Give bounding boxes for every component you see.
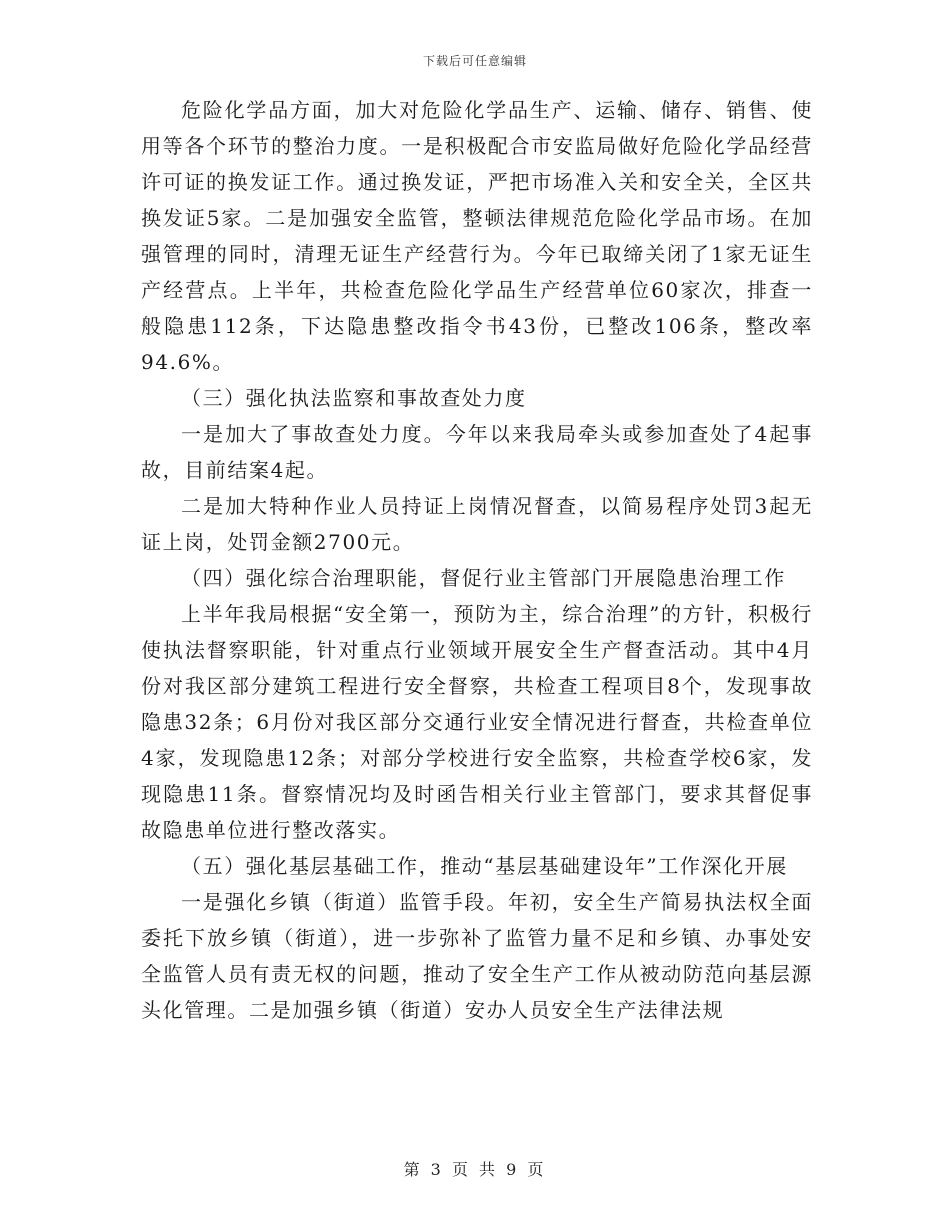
section-heading-3: （三）强化执法监察和事故查处力度 (181, 386, 527, 410)
section-heading-5: （五）强化基层基础工作，推动“基层基础建设年”工作深化开展 (181, 854, 788, 878)
paragraph-special-operations: 二是加大特种作业人员持证上岗情况督查，以简易程序处罚3起无证上岗，处罚金额2700元。 (141, 494, 813, 554)
document-body (141, 92, 813, 1028)
page-header: 下载后可任意编辑 (422, 54, 527, 68)
paragraph-hazardous-chemicals: 危险化学品方面，加大对危险化学品生产、运输、储存、销售、使用等各个环节的整治力度。一是积极配合市安监局做好危险化学品经营许可证的换发证工作。通过换发证，严把市场准入关和安全关，全区共换发证5家。二是加强安全监管，整顿法律规范危险化学品市场。在加强管理的同时，清理无证生产经营行为。今年已取缔关闭了1家无证生产经营点。上半年，共检查危险化学品生产经营单位60家次，排查一般隐患112条，下达隐患整改指令书43份，已整改106条，整改率94.6%。 (141, 98, 813, 374)
paragraph-accident-investigation: 一是加大了事故查处力度。今年以来我局牵头或参加查处了4起事故，目前结案4起。 (141, 422, 813, 482)
paragraph-grassroots-work: 一是强化乡镇（街道）监管手段。年初，安全生产简易执法权全面委托下放乡镇（街道），进一步弥补了监管力量不足和乡镇、办事处安全监管人员有责无权的问题，推动了安全生产工作从被动防范向基层源头化管理。二是加强乡镇（街道）安办人员安全生产法律法规 (141, 890, 813, 1022)
page-number-footer: 第 3 页 共 9 页 (403, 1160, 547, 1179)
paragraph-comprehensive-governance: 上半年我局根据“安全第一，预防为主，综合治理”的方针，积极行使执法督察职能，针对重点行业领域开展安全生产督查活动。其中4月份对我区部分建筑工程进行安全督察，共检查工程项目8个，发现事故隐患32条；6月份对我区部分交通行业安全情况进行督查，共检查单位4家，发现隐患12条；对部分学校进行安全监察，共检查学校6家，发现隐患11条。督察情况均及时函告相关行业主管部门，要求其督促事故隐患单位进行整改落实。 (141, 602, 813, 842)
section-heading-4: （四）强化综合治理职能，督促行业主管部门开展隐患治理工作 (181, 566, 786, 590)
